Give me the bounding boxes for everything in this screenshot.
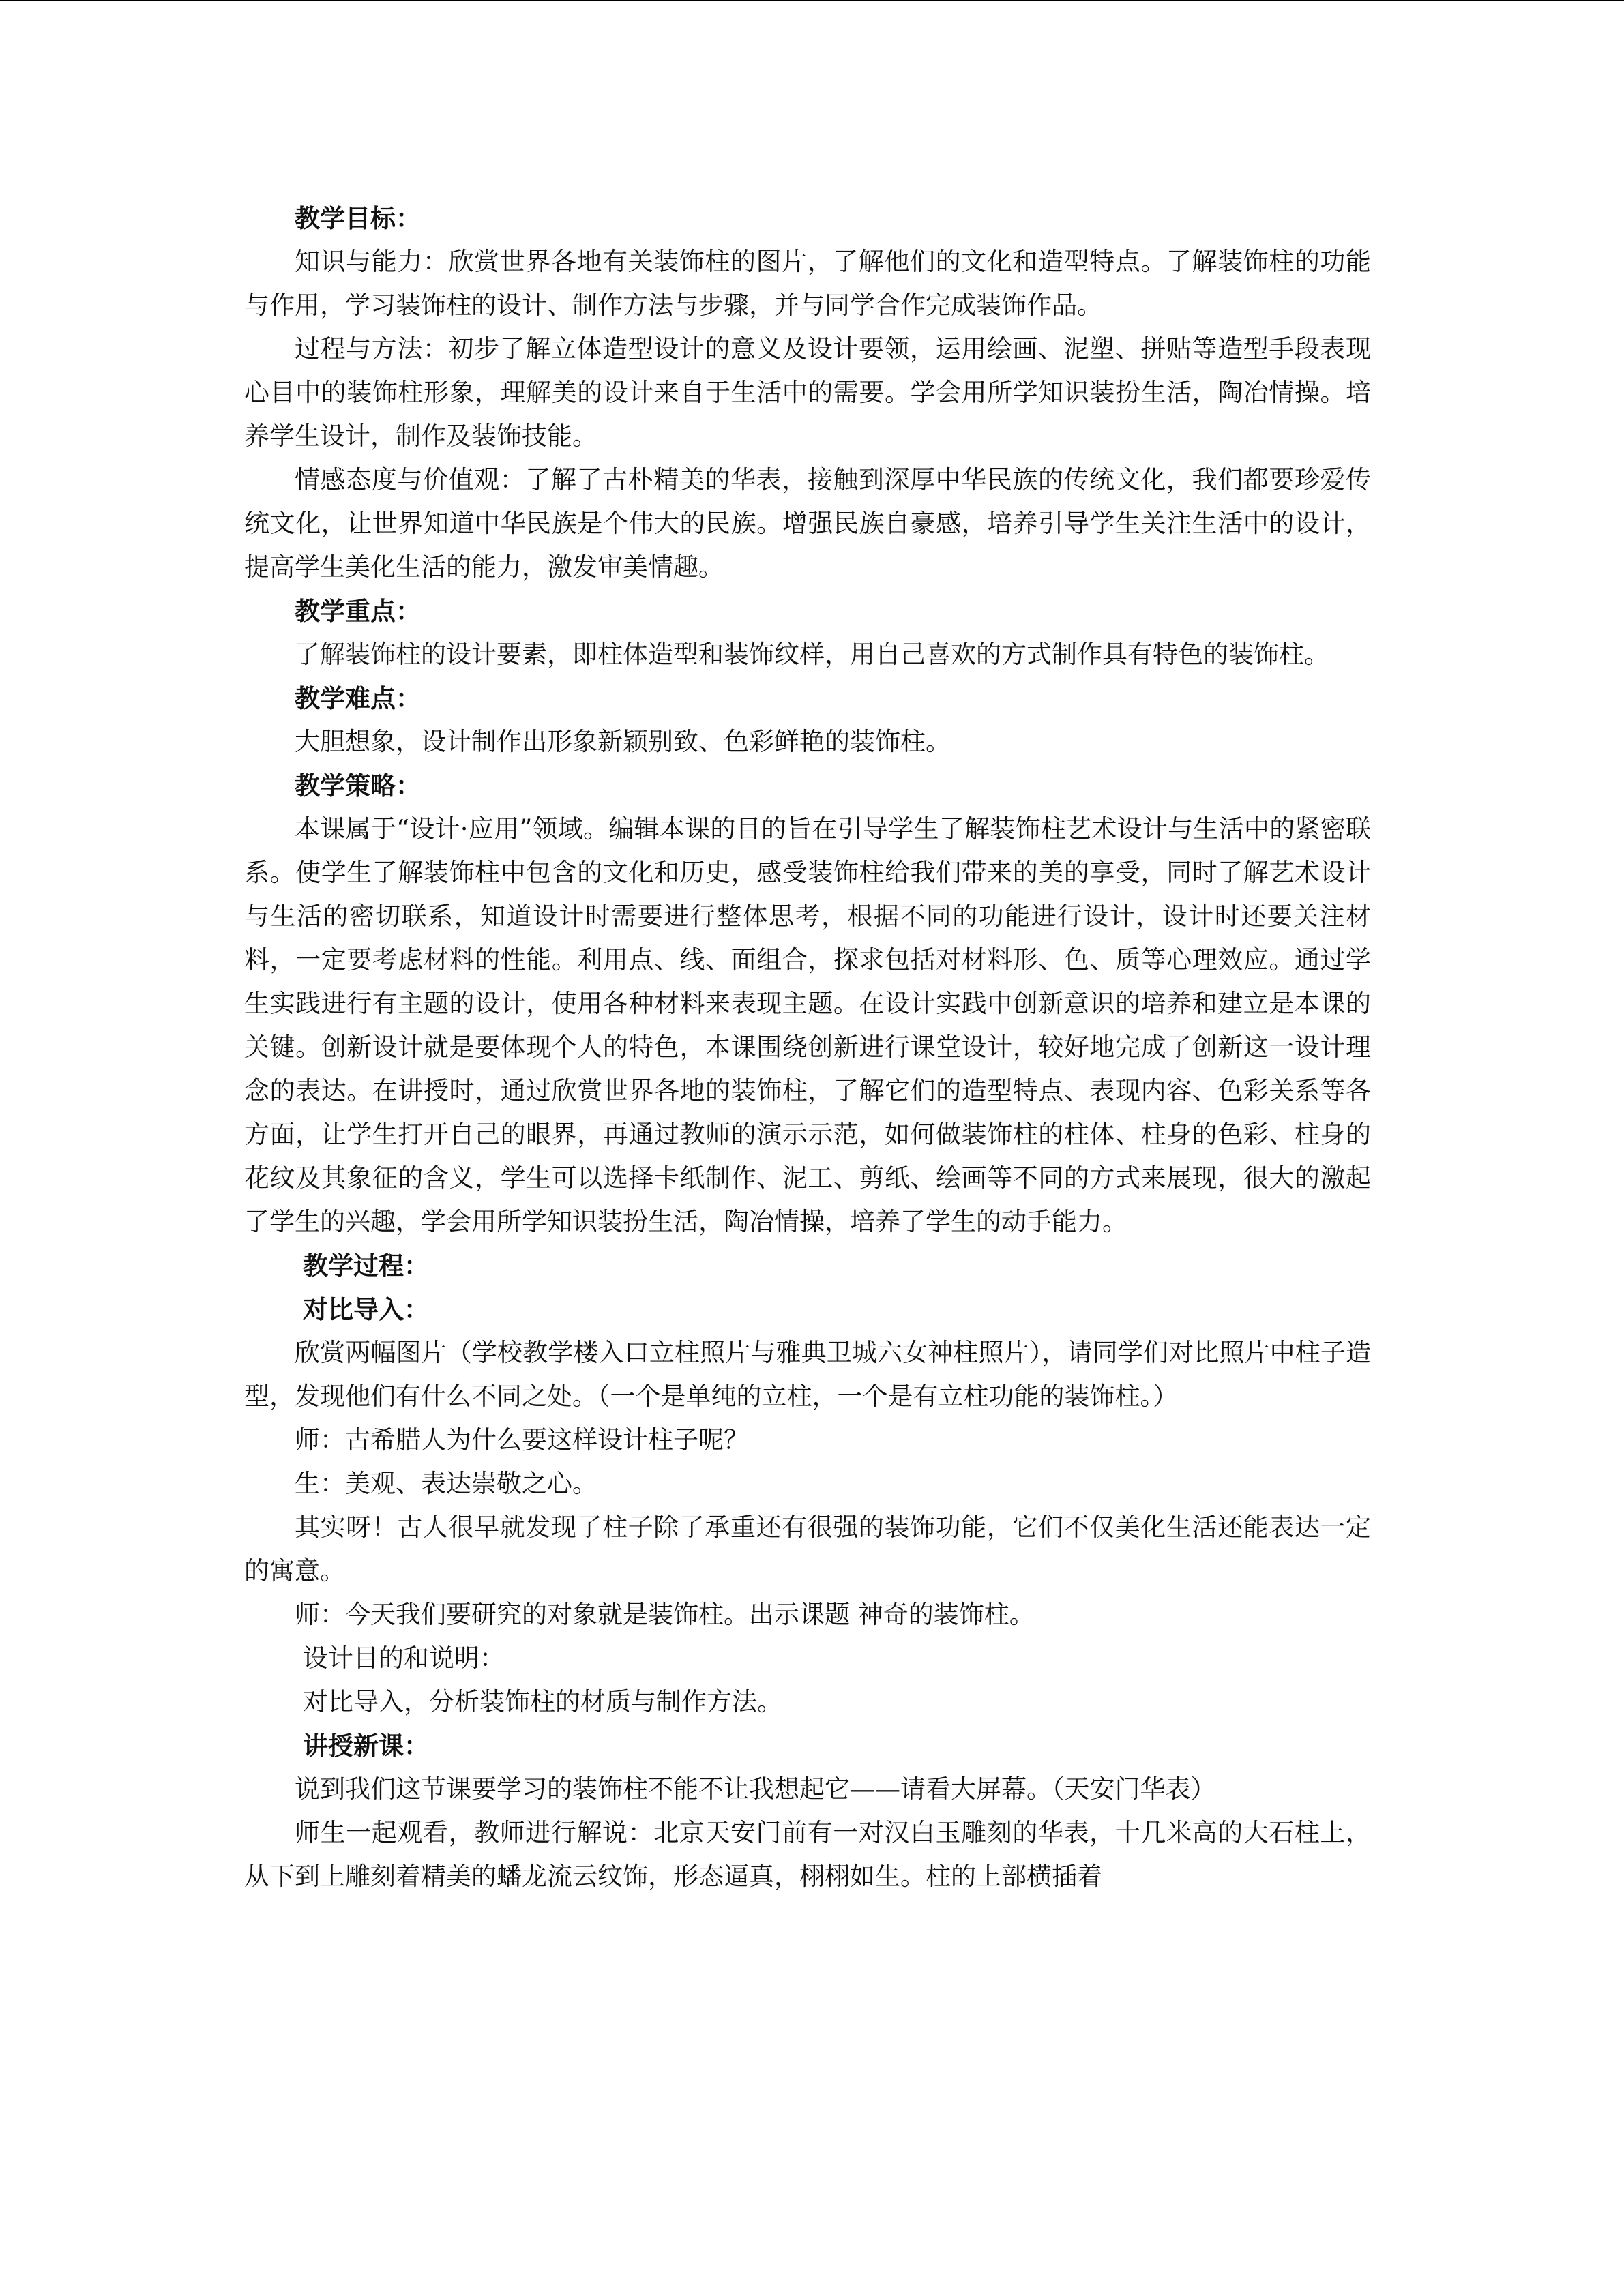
intro-heading: 对比导入： <box>303 1294 429 1324</box>
design-purpose-label: 设计目的和说明： <box>303 1643 505 1673</box>
remark-paragraph: 其实呀！古人很早就发现了柱子除了承重还有很强的装饰功能，它们不仅美化生活还能表达一定的寓意。 <box>244 1512 1371 1585</box>
key-point-paragraph: 了解装饰柱的设计要素，即柱体造型和装饰纹样，用自己喜欢的方式制作具有特色的装饰柱。 <box>295 640 1329 669</box>
document-page <box>244 196 1371 1898</box>
design-purpose-text: 对比导入，分析装饰柱的材质与制作方法。 <box>303 1687 782 1716</box>
strategy-heading: 教学策略： <box>295 771 421 801</box>
intro-paragraph: 欣赏两幅图片（学校教学楼入口立柱照片与雅典卫城六女神柱照片），请同学们对比照片中柱子造型，发现他们有什么不同之处。（一个是单纯的立柱，一个是有立柱功能的装饰柱。） <box>244 1338 1371 1411</box>
strategy-paragraph: 本课属于“设计·应用”领域。编辑本课的目的旨在引导学生了解装饰柱艺术设计与生活中的紧密联系。使学生了解装饰柱中包含的文化和历史，感受装饰柱给我们带来的美的享受，同时了解艺术设计与生活的密切联系，知道设计时需要进行整体思考，根据不同的功能进行设计，设计时还要关注材料，一定要考虑材料的性能。利用点、线、面组合，探求包括对材料形、色、质等心理效应。通过学生实践进行有主题的设计，使用各种材料来表现主题。在设计实践中创新意识的培养和建立是本课的关键。创新设计就是要体现个人的特色，本课围绕创新进行课堂设计，较好地完成了创新这一设计理念的表达。在讲授时，通过欣赏世界各地的装饰柱，了解它们的造型特点、表现内容、色彩关系等各方面，让学生打开自己的眼界，再通过教师的演示示范，如何做装饰柱的柱体、柱身的色彩、柱身的花纹及其象征的含义，学生可以选择卡纸制作、泥工、剪纸、绘画等不同的方式来展现，很大的激起了学生的兴趣，学会用所学知识装扮生活，陶冶情操，培养了学生的动手能力。 <box>244 814 1371 1236</box>
goal-knowledge-paragraph: 知识与能力：欣赏世界各地有关装饰柱的图片，了解他们的文化和造型特点。了解装饰柱的功能与作用，学习装饰柱的设计、制作方法与步骤，并与同学合作完成装饰作品。 <box>244 247 1371 320</box>
goal-process-paragraph: 过程与方法：初步了解立体造型设计的意义及设计要领，运用绘画、泥塑、拼贴等造型手段表现心目中的装饰柱形象，理解美的设计来自于生活中的需要。学会用所学知识装扮生活，陶冶情操。培养学生设计，制作及装饰技能。 <box>244 334 1371 451</box>
teacher-question: 师：古希腊人为什么要这样设计柱子呢？ <box>295 1425 749 1455</box>
goal-heading: 教学目标： <box>295 203 421 233</box>
difficulty-heading: 教学难点： <box>295 683 421 713</box>
key-point-heading: 教学重点： <box>295 596 421 626</box>
student-answer: 生：美观、表达崇敬之心。 <box>295 1469 597 1498</box>
teacher-topic: 师：今天我们要研究的对象就是装饰柱。出示课题 神奇的装饰柱。 <box>295 1600 1035 1629</box>
new-lesson-paragraph-2: 师生一起观看，教师进行解说：北京天安门前有一对汉白玉雕刻的华表，十几米高的大石柱上，从下到上雕刻着精美的蟠龙流云纹饰，形态逼真，栩栩如生。柱的上部横插着 <box>244 1818 1371 1891</box>
process-heading: 教学过程： <box>303 1251 429 1281</box>
difficulty-paragraph: 大胆想象，设计制作出形象新颖别致、色彩鲜艳的装饰柱。 <box>295 727 951 756</box>
goal-emotion-paragraph: 情感态度与价值观：了解了古朴精美的华表，接触到深厚中华民族的传统文化，我们都要珍爱传统文化，让世界知道中华民族是个伟大的民族。增强民族自豪感，培养引导学生关注生活中的设计，提高学生美化生活的能力，激发审美情趣。 <box>244 465 1371 582</box>
new-lesson-paragraph-1: 说到我们这节课要学习的装饰柱不能不让我想起它——请看大屏幕。（天安门华表） <box>295 1774 1216 1804</box>
new-lesson-heading: 讲授新课： <box>303 1731 429 1761</box>
